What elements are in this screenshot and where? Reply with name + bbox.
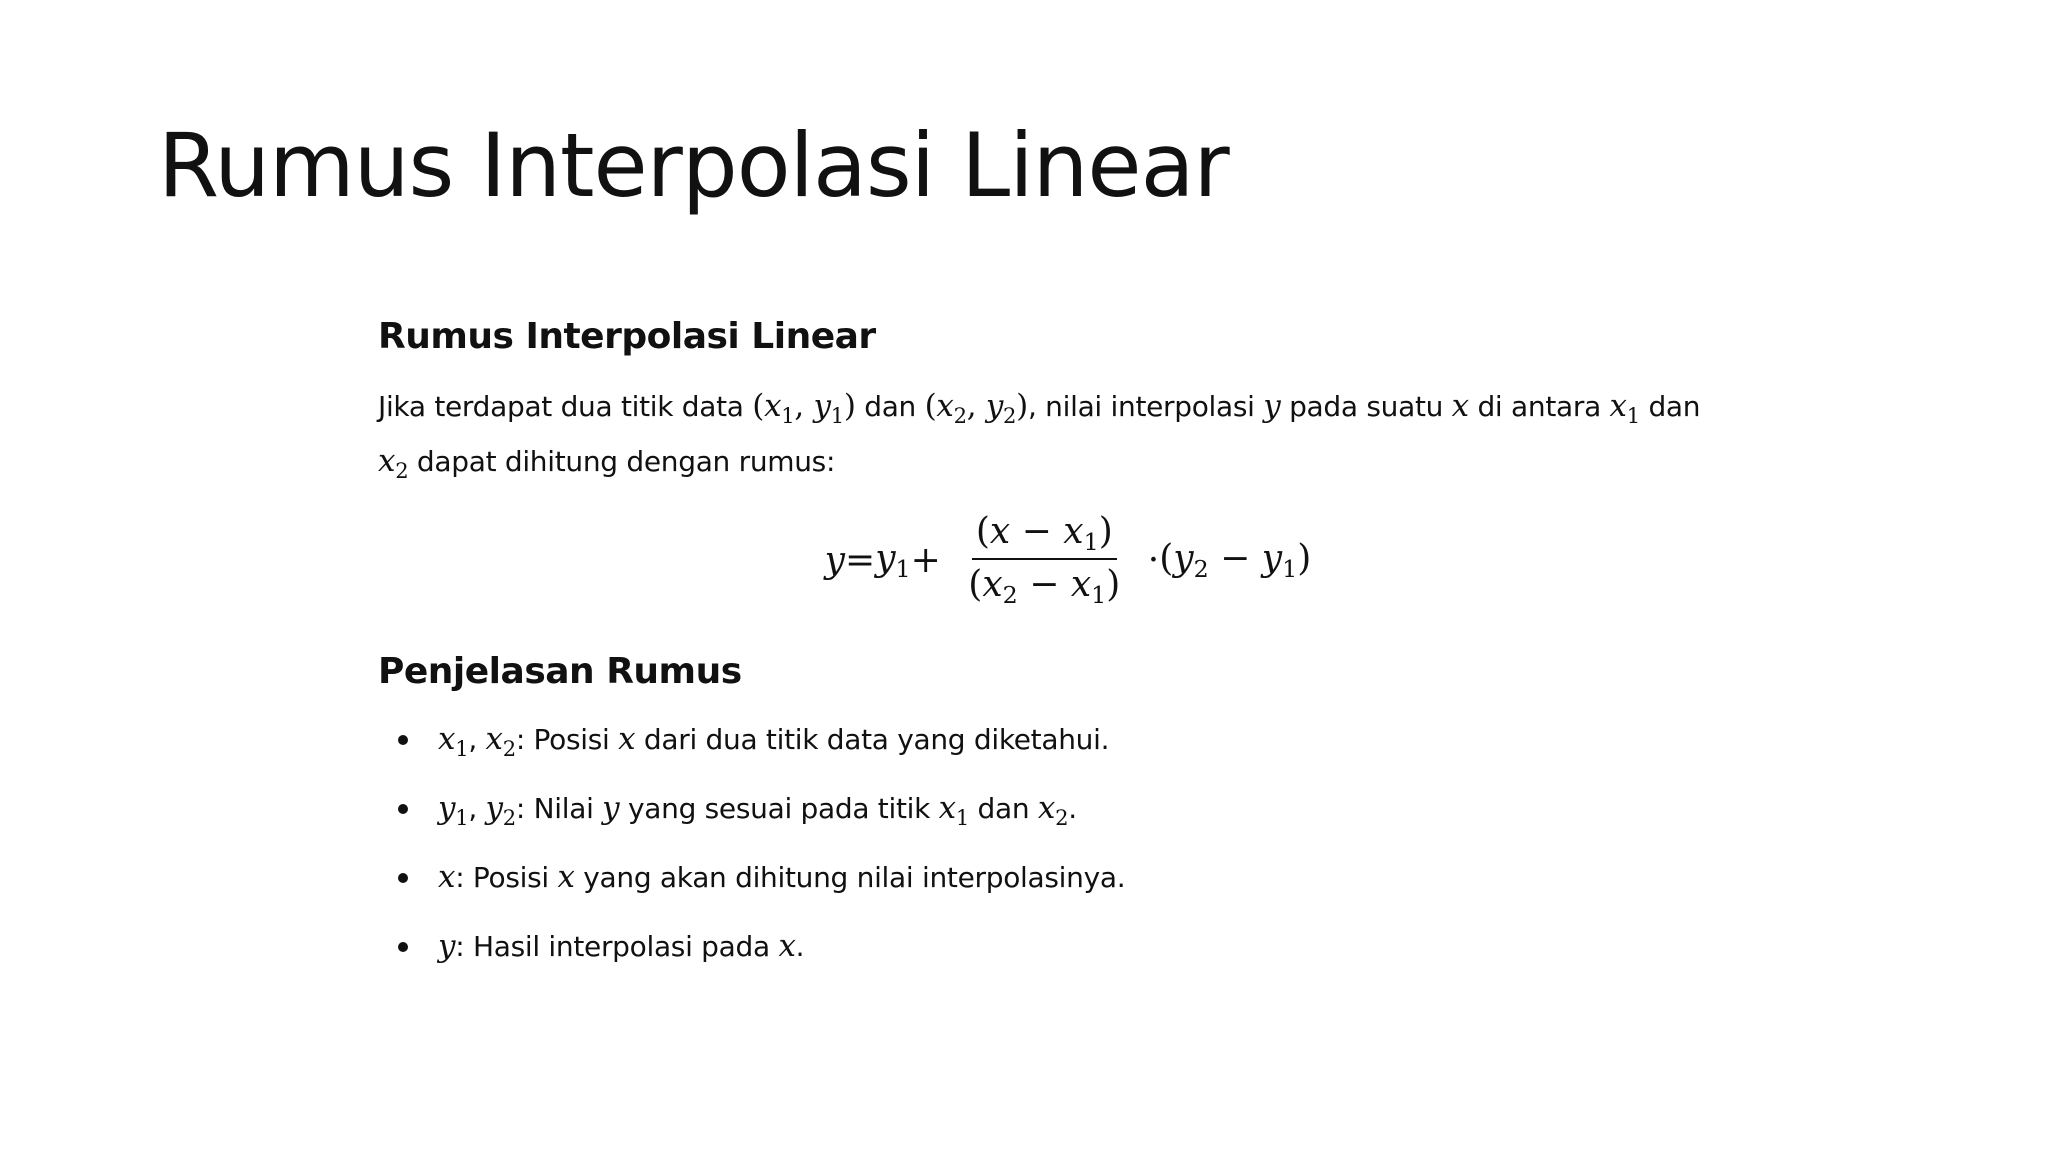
intro-text-1: Jika terdapat dua titik data: [378, 390, 753, 423]
slide-title: Rumus Interpolasi Linear: [158, 114, 1229, 217]
content-panel: [378, 316, 1718, 994]
interpolation-formula: [378, 511, 1718, 621]
formula-y1: $y_1$: [875, 537, 911, 583]
formula-numerator: $(x - x_1)$: [972, 511, 1117, 560]
math-point-2: ($x_2$, $y_2$): [924, 388, 1028, 429]
formula-difference: $(y_2 - y_1)$: [1159, 537, 1312, 583]
intro-text-5: di antara: [1468, 390, 1610, 423]
explanation-list: [378, 718, 1718, 968]
formula-plus: +: [910, 539, 941, 581]
intro-text-7: dapat dihitung dengan rumus:: [408, 445, 836, 478]
intro-text-6: dan: [1639, 390, 1701, 423]
intro-paragraph: [378, 379, 1718, 489]
explanation-heading: Penjelasan Rumus: [378, 651, 742, 692]
math-x: x: [1451, 388, 1469, 424]
formula-denominator: $(x_2 - x_1)$: [968, 564, 1121, 610]
math-x2: $x_2$: [378, 443, 409, 484]
formula-fraction: [964, 511, 1124, 609]
formula-dot: ·: [1147, 539, 1160, 581]
list-item: $y_1$, $y_2$: Nilai y yang sesuai pada titik $x_1$ dan $x_2$.: [438, 787, 1718, 830]
intro-text-2: dan: [855, 390, 925, 423]
intro-text-3: , nilai interpolasi: [1027, 390, 1264, 423]
list-item: x: Posisi x yang akan dihitung nilai interpolasinya.: [438, 856, 1718, 899]
section-heading: Rumus Interpolasi Linear: [378, 316, 876, 357]
formula-equals: =: [845, 539, 876, 581]
formula-y: y: [824, 539, 846, 581]
math-point-1: ($x_1$, $y_1$): [752, 388, 856, 429]
list-item: y: Hasil interpolasi pada x.: [438, 925, 1718, 968]
list-item: $x_1$, $x_2$: Posisi x dari dua titik data yang diketahui.: [438, 718, 1718, 761]
intro-text-4: pada suatu: [1280, 390, 1452, 423]
math-y: y: [1263, 388, 1281, 424]
math-x1: $x_1$: [1609, 388, 1640, 429]
